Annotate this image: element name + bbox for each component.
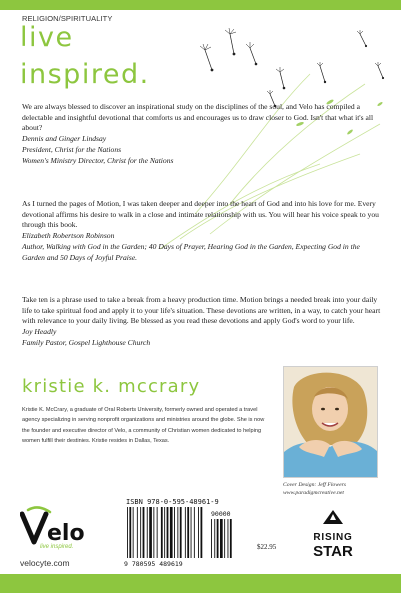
isbn-barcode xyxy=(121,496,245,568)
barcode-bar xyxy=(161,507,163,558)
quote-3-text: Take ten is a phrase used to take a break from a heavy production time. Motion brings a needed break into your daily life to take spiritual food and apply it to your life's situation. These devotions are written, in a way, to catch your heart with relevance to your daily living. Be blessed as you read these devotions and apply God's word to your life. xyxy=(22,295,381,326)
isbn-digits: 9 780595 489619 xyxy=(124,560,183,568)
barcode-addon-bar xyxy=(220,519,223,558)
barcode-bar xyxy=(194,507,195,558)
barcode-bar xyxy=(167,507,169,558)
barcode-bar xyxy=(127,507,128,558)
barcode-bar xyxy=(191,507,192,558)
barcode-addon-bar xyxy=(228,519,229,558)
barcode-bar xyxy=(164,507,165,558)
rising-star-logo xyxy=(303,508,363,568)
quote-1-attribution-name: Dennis and Ginger Lindsay xyxy=(22,134,107,144)
quote-2-attribution-title: Author, Walking with God in the Garden; 40 Days of Prayer, Hearing God in the Garden, Expecting God in the Garden and 50 Days of Joyful Praise. xyxy=(22,241,360,262)
quote-3-attribution-title: Family Pastor, Gospel Lighthouse Church xyxy=(22,337,151,347)
barcode-addon-bar xyxy=(217,519,219,558)
quote-3 xyxy=(22,295,384,349)
barcode-bar xyxy=(129,507,131,558)
bottom-green-bar xyxy=(0,574,401,593)
barcode-bar xyxy=(187,507,189,558)
velo-tagline: live inspired. xyxy=(40,544,74,550)
quote-2 xyxy=(22,199,384,263)
quote-2-attribution-name: Elizabeth Robertson Robinson xyxy=(22,231,115,241)
quote-1 xyxy=(22,102,384,166)
price: $22.95 xyxy=(257,543,277,551)
barcode-addon-bar xyxy=(224,519,225,558)
quote-1-attribution-title-1: President, Christ for the Nations xyxy=(22,144,122,154)
barcode-bar xyxy=(170,507,173,558)
velo-wordmark: elo xyxy=(47,521,85,546)
cover-design-credit xyxy=(283,481,401,497)
barcode-bar xyxy=(185,507,186,558)
quote-1-text: We are always blessed to discover an inspirational study on the disciplines of the soul, and Velo has compiled a delectable and insightful devotional that comforts us and encourages us to draw closer to God. Isn't that what it's all about? xyxy=(22,102,374,133)
barcode-bar xyxy=(198,507,199,558)
rising-star-line-2: STAR xyxy=(313,543,353,560)
author-photo-illustration xyxy=(284,367,378,478)
barcode-bar xyxy=(137,507,138,558)
barcode-bar xyxy=(140,507,141,558)
isbn-addon: 90000 xyxy=(211,510,231,518)
barcode-bar xyxy=(174,507,175,558)
barcode-addon-bar xyxy=(230,519,232,558)
barcode-bar xyxy=(157,507,158,558)
cover-design-credit-line-2: www.paradigmcreative.net xyxy=(283,490,344,496)
barcode-bar xyxy=(133,507,134,558)
title-line-2: inspired. xyxy=(20,59,150,90)
cover-design-credit-line-1: Cover Design: Jeff Flowers xyxy=(283,482,347,488)
top-green-bar xyxy=(0,0,401,10)
velo-logo xyxy=(20,506,110,558)
barcode-bar xyxy=(177,507,178,558)
barcode-bar xyxy=(180,507,182,558)
title-line-1: live xyxy=(20,22,74,53)
barcode-addon-bar xyxy=(214,519,215,558)
barcode-bar xyxy=(143,507,145,558)
author-photo xyxy=(283,366,378,478)
quote-3-attribution-name: Joy Headly xyxy=(22,327,57,337)
quote-2-text: As I turned the pages of Motion, I was taken deeper and deeper into the heart of God and into his love for me. Every devotional affirms his desire to walk in a close and intimate relationship with us. You will hear his voice speak to you through this book. xyxy=(22,199,379,230)
author-bio: Kristie K. McCrary, a graduate of Oral Roberts University, formerly owned and operated a travel agency specializing in serving nonprofit organizations and ministries around the globe. She is now the founder and executive director of Velo, a community of Christian women dedicated to helping women fulfill their destinies. Kristie resides in Dallas, Texas. xyxy=(22,407,265,445)
barcode-bar xyxy=(153,507,154,558)
barcode-bar xyxy=(149,507,152,558)
publisher-url: velocyte.com xyxy=(20,558,70,568)
barcode-bar xyxy=(147,507,148,558)
rising-star-line-1: RISING xyxy=(313,532,353,543)
isbn-label: ISBN 978-0-595-48961-9 xyxy=(126,498,219,506)
author-name: kristie k. mccrary xyxy=(22,376,201,397)
quote-1-attribution-title-2: Women's Ministry Director, Christ for the Nations xyxy=(22,155,174,165)
category-label: RELIGION/SPIRITUALITY xyxy=(22,14,113,23)
barcode-bar xyxy=(201,507,203,558)
barcode-addon-bar xyxy=(211,519,212,558)
